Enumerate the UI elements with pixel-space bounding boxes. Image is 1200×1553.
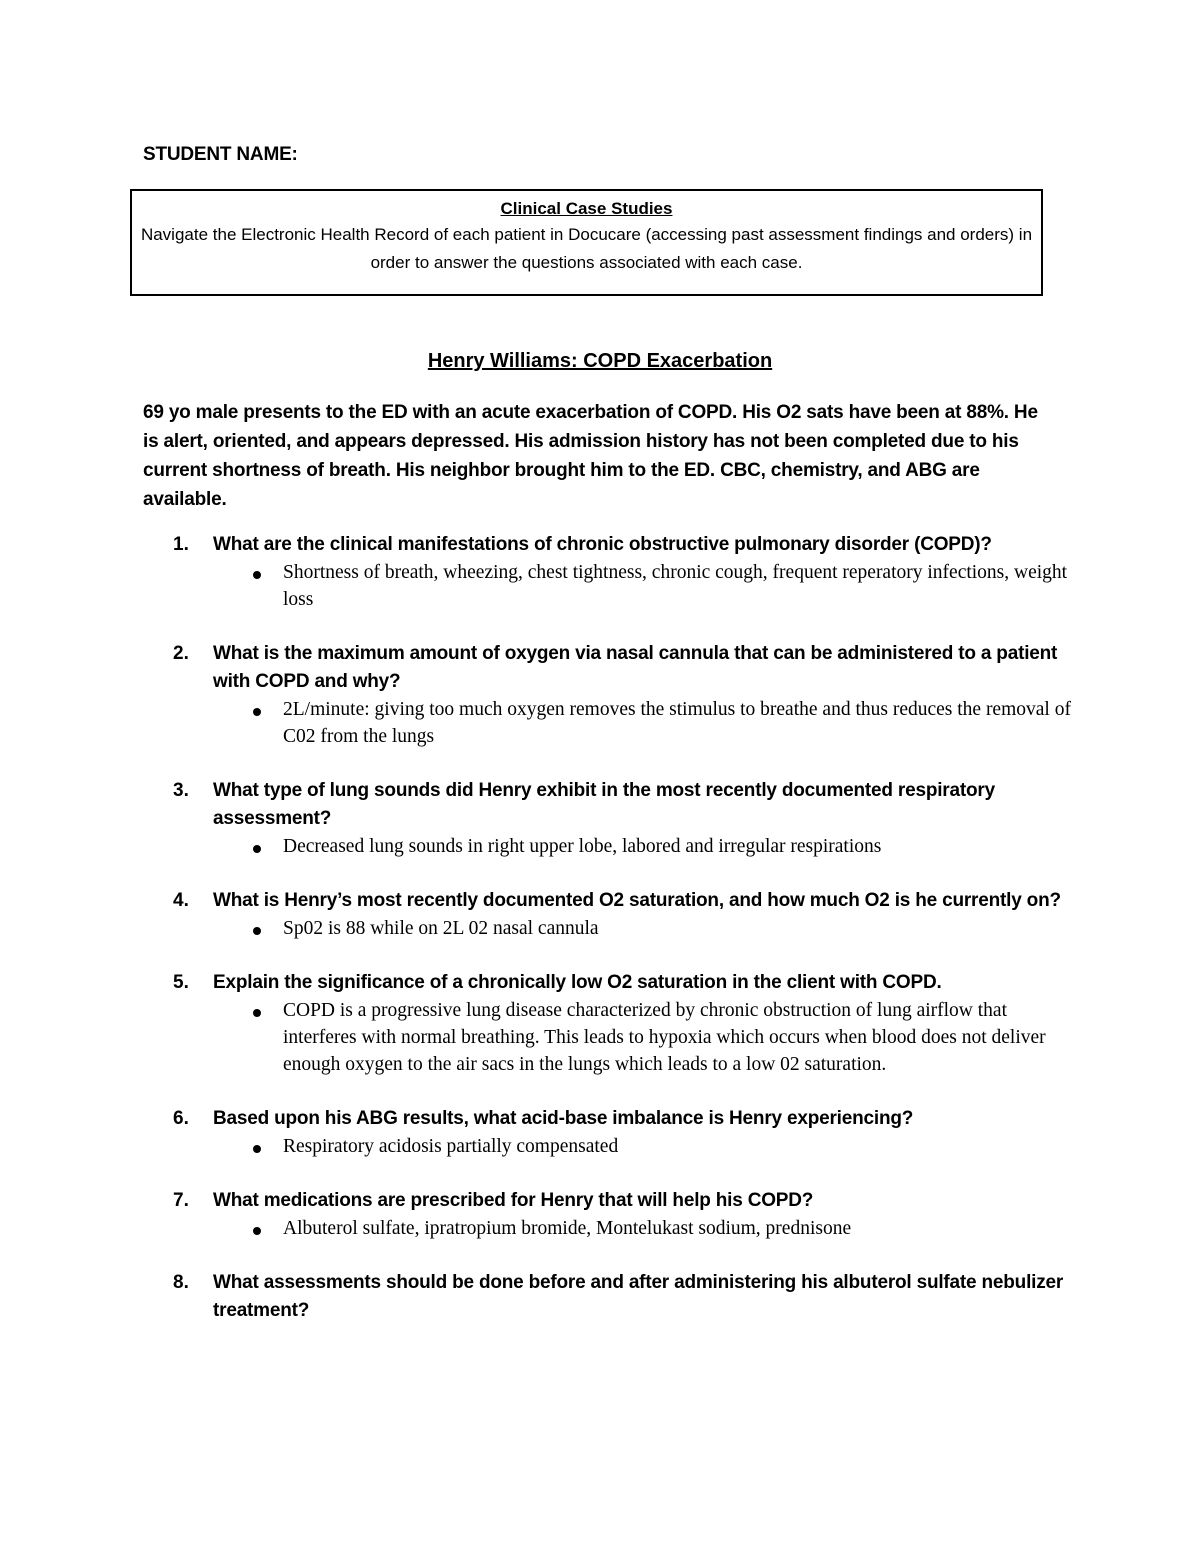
- answer-text: Shortness of breath, wheezing, chest tightness, chronic cough, frequent reperatory infections, weight loss: [283, 562, 1068, 610]
- bullet-icon: [253, 1145, 261, 1153]
- answer-text: 2L/minute: giving too much oxygen removes the stimulus to breathe and thus reduces the removal of C02 from the lungs: [283, 699, 1071, 747]
- question-number: 1.: [173, 534, 189, 555]
- question-text: Based upon his ABG results, what acid-base imbalance is Henry experiencing?: [213, 1108, 914, 1129]
- question-number: 6.: [173, 1108, 189, 1129]
- answer-item: [213, 1215, 1073, 1242]
- question-item-2: [143, 640, 1073, 750]
- bullet-icon: [253, 1227, 261, 1235]
- case-intro: 69 yo male presents to the ED with an acute exacerbation of COPD. His O2 sats have been at 88%. He is alert, oriented, and appears depressed. His admission history has not been completed due to his current shortness of breath. His neighbor brought him to the ED. CBC, chemistry, and ABG are available.: [143, 402, 1038, 510]
- question-item-7: [143, 1187, 1073, 1242]
- question-number: 8.: [173, 1272, 189, 1293]
- question-item-8: [143, 1269, 1073, 1325]
- bullet-icon: [253, 1009, 261, 1017]
- question-text: What are the clinical manifestations of chronic obstructive pulmonary disorder (COPD)?: [213, 534, 992, 555]
- question-text: What assessments should be done before and after administering his albuterol sulfate nebulizer treatment?: [213, 1272, 1064, 1321]
- bullet-icon: [253, 927, 261, 935]
- instructions-title: Clinical Case Studies: [500, 199, 673, 218]
- question-text: What is the maximum amount of oxygen via nasal cannula that can be administered to a patient with COPD and why?: [213, 643, 1058, 692]
- question-number: 7.: [173, 1190, 189, 1211]
- instructions-text: Navigate the Electronic Health Record of each patient in Docucare (accessing past assessment findings and orders) in order to answer the questions associated with each case.: [140, 225, 1033, 272]
- question-item-5: [143, 969, 1073, 1078]
- question-list: [143, 531, 1073, 1352]
- question-number: 4.: [173, 890, 189, 911]
- question-number: 3.: [173, 780, 189, 801]
- answer-text: Albuterol sulfate, ipratropium bromide, Montelukast sodium, prednisone: [283, 1218, 852, 1239]
- answer-item: [213, 559, 1073, 613]
- answer-text: Decreased lung sounds in right upper lobe, labored and irregular respirations: [283, 836, 882, 857]
- bullet-icon: [253, 708, 261, 716]
- question-number: 2.: [173, 643, 189, 664]
- answer-item: [213, 997, 1073, 1078]
- answer-text: COPD is a progressive lung disease characterized by chronic obstruction of lung airflow that interferes with normal breathing. This leads to hypoxia which occurs when blood does not deliver enough oxygen to the air sacs in the lungs which leads to a low 02 saturation.: [283, 1000, 1046, 1075]
- question-text: What medications are prescribed for Henry that will help his COPD?: [213, 1190, 814, 1211]
- answer-item: [213, 915, 1073, 942]
- question-text: What type of lung sounds did Henry exhibit in the most recently documented respiratory assessment?: [213, 780, 995, 829]
- answer-text: Respiratory acidosis partially compensated: [283, 1136, 619, 1157]
- instructions-box: [130, 189, 1043, 296]
- answer-item: [213, 833, 1073, 860]
- student-name-label: STUDENT NAME:: [143, 144, 298, 165]
- bullet-icon: [253, 845, 261, 853]
- question-item-1: [143, 531, 1073, 613]
- answer-item: [213, 696, 1073, 750]
- question-text: What is Henry’s most recently documented O2 saturation, and how much O2 is he currently on?: [213, 890, 1061, 911]
- answer-text: Sp02 is 88 while on 2L 02 nasal cannula: [283, 918, 599, 939]
- question-item-6: [143, 1105, 1073, 1160]
- question-number: 5.: [173, 972, 189, 993]
- question-item-3: [143, 777, 1073, 860]
- question-text: Explain the significance of a chronically low O2 saturation in the client with COPD.: [213, 972, 942, 993]
- answer-item: [213, 1133, 1073, 1160]
- question-item-4: [143, 887, 1073, 942]
- bullet-icon: [253, 571, 261, 579]
- case-title: Henry Williams: COPD Exacerbation: [427, 350, 773, 372]
